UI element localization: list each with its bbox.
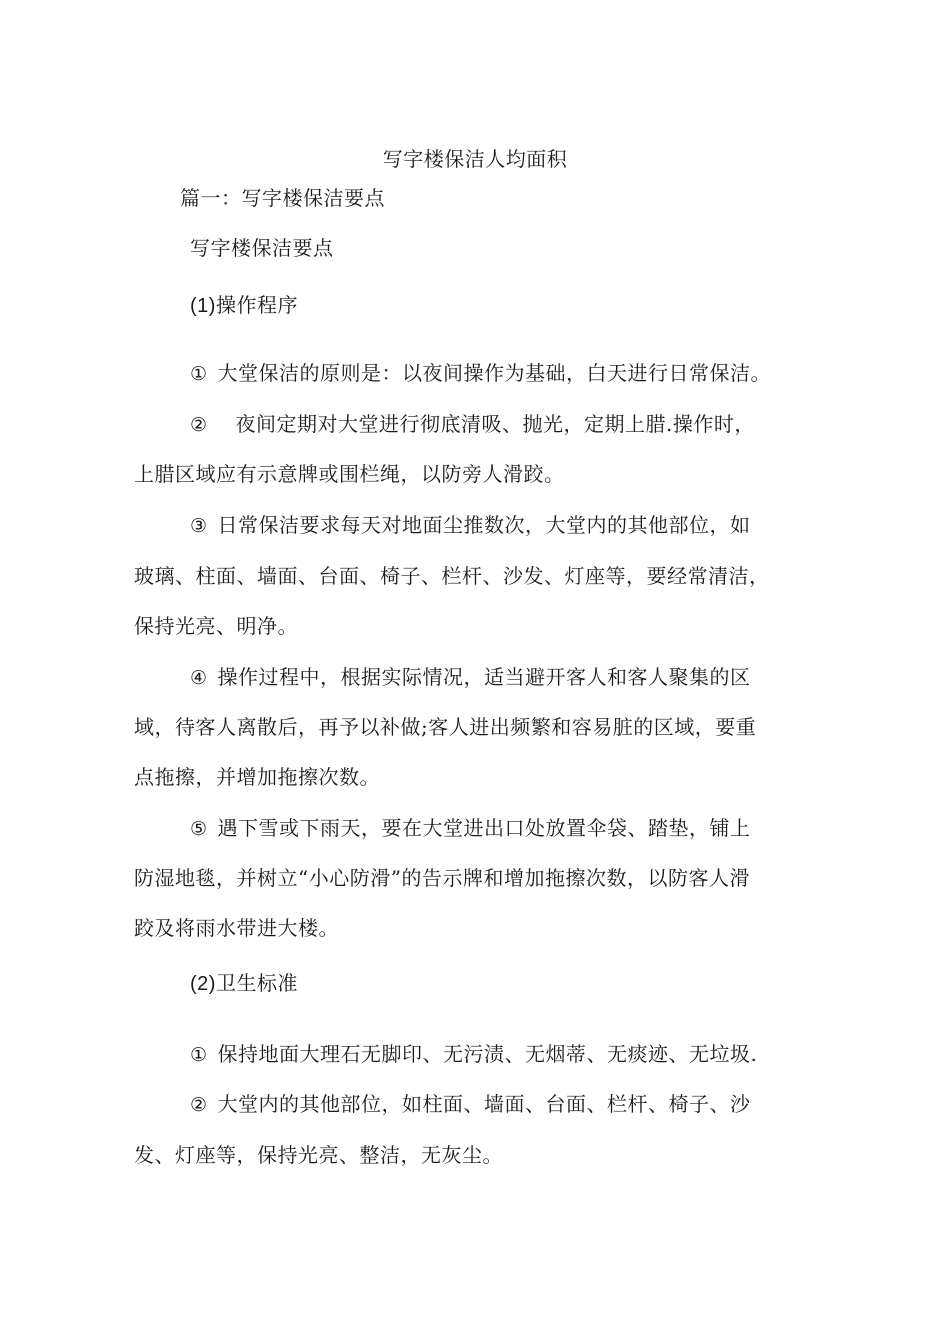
item-marker: ⑤ — [190, 818, 208, 840]
item-text-continued: 保持光亮、明净。 — [134, 614, 298, 638]
item-text-continued: 域，待客人离散后，再予以补做;客人进出频繁和容易脏的区域，要重 — [134, 715, 757, 739]
item-text: 遇下雪或下雨天，要在大堂进出口处放置伞袋、踏垫，铺上 — [217, 816, 751, 840]
part2-label: (2)卫生标准 — [190, 973, 298, 995]
item-marker: ② — [190, 414, 208, 436]
list-item — [190, 1091, 751, 1118]
section-heading: 篇一：写字楼保洁要点 — [180, 186, 385, 210]
list-item — [190, 512, 751, 539]
list-item — [190, 815, 751, 842]
item-text-continued: 跤及将雨水带进大楼。 — [134, 916, 339, 940]
item-text-continued: 上腊区域应有示意牌或围栏绳，以防旁人滑跤。 — [134, 462, 565, 486]
list-item — [190, 360, 771, 387]
item-text: 夜间定期对大堂进行彻底清吸、抛光，定期上腊.操作时， — [235, 412, 755, 436]
item-text: 大堂保洁的原则是：以夜间操作为基础，白天进行日常保洁。 — [217, 361, 772, 385]
item-marker: ① — [190, 363, 208, 385]
item-marker: ③ — [190, 515, 208, 537]
part1-label: (1)操作程序 — [190, 295, 298, 317]
item-marker: ② — [190, 1094, 208, 1116]
list-item — [190, 411, 755, 438]
item-marker: ① — [190, 1044, 208, 1066]
item-text: 操作过程中，根据实际情况，适当避开客人和客人聚集的区 — [217, 665, 751, 689]
list-item — [190, 1041, 757, 1068]
item-text-continued: 发、灯座等，保持光亮、整洁，无灰尘。 — [134, 1143, 503, 1167]
item-text-continued: 玻璃、柱面、墙面、台面、椅子、栏杆、沙发、灯座等，要经常清洁， — [134, 564, 770, 588]
item-text: 保持地面大理石无脚印、无污渍、无烟蒂、无痰迹、无垃圾. — [217, 1042, 758, 1066]
item-marker: ④ — [190, 667, 208, 689]
subheading: 写字楼保洁要点 — [190, 236, 334, 260]
item-text: 大堂内的其他部位，如柱面、墙面、台面、栏杆、椅子、沙 — [217, 1092, 751, 1116]
item-text-continued: 点拖擦，并增加拖擦次数。 — [134, 765, 380, 789]
item-text: 日常保洁要求每天对地面尘推数次，大堂内的其他部位，如 — [217, 513, 751, 537]
item-text-continued: 防湿地毯，并树立“小心防滑”的告示牌和增加拖擦次数，以防客人滑 — [134, 866, 750, 890]
document-title: 写字楼保洁人均面积 — [382, 147, 568, 171]
list-item — [190, 664, 751, 691]
